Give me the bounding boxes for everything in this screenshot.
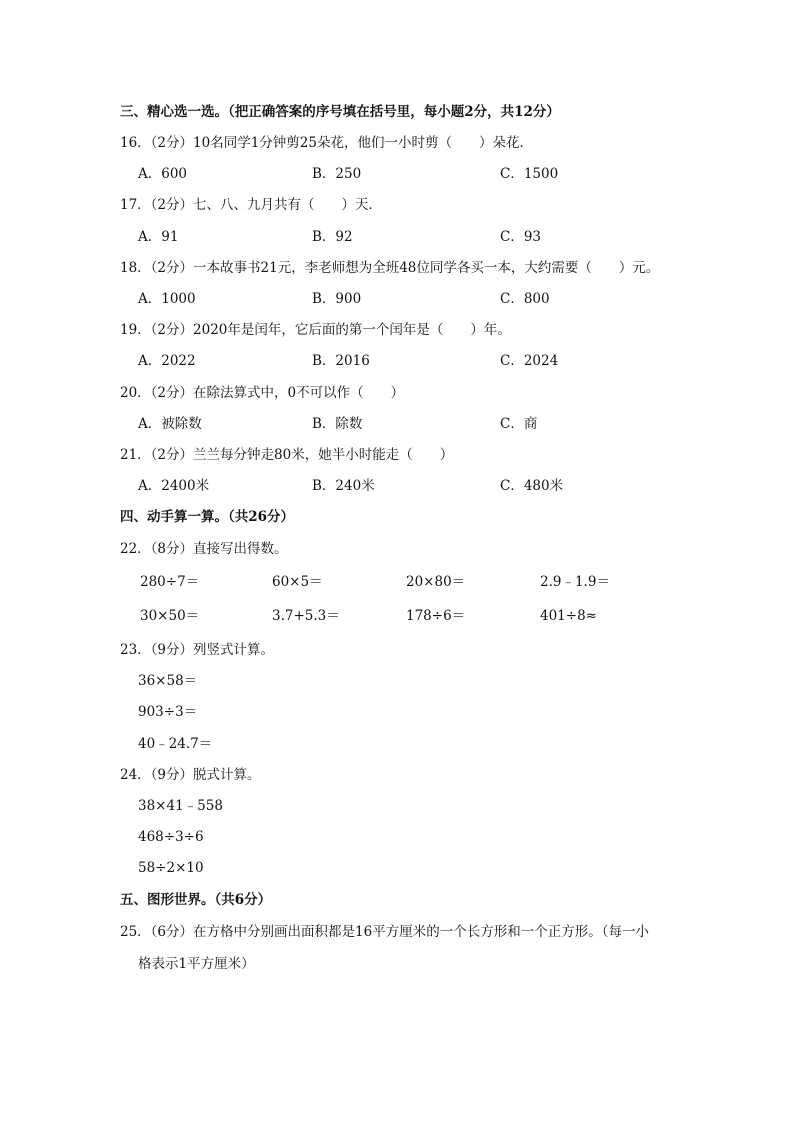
question-24-stem: 24．（9分）脱式计算。 [120, 767, 261, 783]
question-16-option-c: C．1500 [500, 166, 559, 182]
question-21-option-b: B．240米 [312, 478, 375, 494]
question-19-stem: 19．（2分）2020年是闰年，它后面的第一个闰年是（ ）年。 [120, 322, 511, 338]
q22-expr-7: 178÷6＝ [406, 608, 466, 624]
section-5-heading: 五、图形世界。（共6分） [120, 892, 272, 908]
question-17-option-a: A．91 [138, 229, 179, 245]
q24-expr-2: 468÷3÷6 [138, 829, 204, 845]
question-25-stem-line-2: 格表示1平方厘米） [138, 956, 255, 972]
question-20-option-b: B．除数 [312, 416, 363, 432]
question-18-stem: 18．（2分）一本故事书21元，李老师想为全班48位同学各买一本，大约需要（ ）元。 [120, 260, 660, 276]
question-18-option-b: B．900 [312, 291, 362, 307]
q23-expr-3: 40﹣24.7＝ [138, 736, 213, 752]
section-3-heading: 三、精心选一选。（把正确答案的序号填在括号里，每小题2分，共12分） [120, 104, 560, 120]
q22-expr-2: 60×5＝ [272, 574, 323, 590]
q22-expr-8: 401÷8≈ [540, 608, 597, 624]
question-16-option-b: B．250 [312, 166, 362, 182]
question-18-option-a: A．1000 [138, 291, 196, 307]
question-19-option-b: B．2016 [312, 353, 370, 369]
question-20-option-c: C．商 [500, 416, 538, 432]
question-19-option-a: A．2022 [138, 353, 196, 369]
question-23-stem: 23．（9分）列竖式计算。 [120, 642, 275, 658]
section-4-heading: 四、动手算一算。（共26分） [120, 509, 295, 525]
question-20-option-a: A．被除数 [138, 416, 202, 432]
q23-expr-2: 903÷3＝ [138, 704, 198, 720]
question-16-stem: 16．（2分）10名同学1分钟剪25朵花，他们一小时剪（ ）朵花． [120, 135, 533, 151]
question-18-option-c: C．800 [500, 291, 550, 307]
question-16-option-a: A．600 [138, 166, 188, 182]
question-17-option-b: B．92 [312, 229, 353, 245]
q22-expr-6: 3.7+5.3＝ [272, 608, 340, 624]
question-19-option-c: C．2024 [500, 353, 559, 369]
question-21-option-a: A．2400米 [138, 478, 210, 494]
question-21-stem: 21．（2分）兰兰每分钟走80米，她半小时能走（ ） [120, 447, 454, 463]
q24-expr-3: 58÷2×10 [138, 860, 204, 876]
q23-expr-1: 36×58＝ [138, 673, 198, 689]
q22-expr-4: 2.9﹣1.9＝ [540, 574, 610, 590]
question-20-stem: 20．（2分）在除法算式中，0不可以作（ ） [120, 385, 405, 401]
question-22-stem: 22．（8分）直接写出得数。 [120, 541, 288, 557]
q22-expr-3: 20×80＝ [406, 574, 466, 590]
question-25-stem-line-1: 25．（6分）在方格中分别画出面积都是16平方厘米的一个长方形和一个正方形。（每一小 [120, 924, 649, 940]
q24-expr-1: 38×41﹣558 [138, 798, 223, 814]
q22-expr-5: 30×50＝ [140, 608, 200, 624]
question-21-option-c: C．480米 [500, 478, 564, 494]
question-17-option-c: C．93 [500, 229, 542, 245]
q22-expr-1: 280÷7＝ [140, 574, 200, 590]
question-17-stem: 17．（2分）七、八、九月共有（ ）天． [120, 197, 383, 213]
